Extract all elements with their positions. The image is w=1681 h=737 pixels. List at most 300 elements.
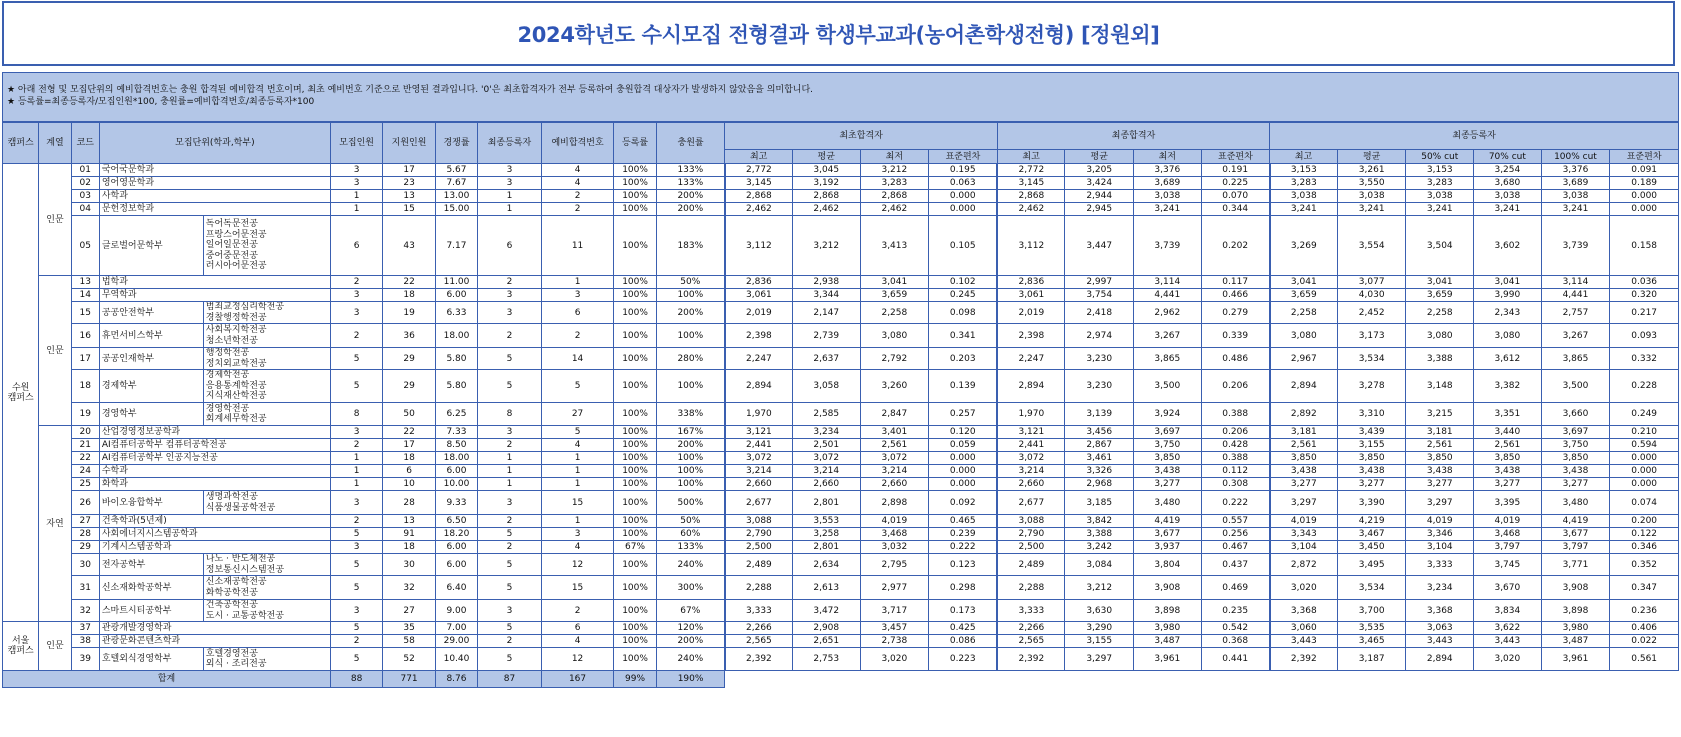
value-cell: 3,670 [1474, 576, 1542, 600]
value-cell: 10.40 [435, 648, 477, 671]
value-cell: 7.17 [435, 216, 477, 276]
code-cell: 38 [71, 635, 99, 648]
value-cell: 3,697 [1134, 426, 1202, 439]
value-cell: 5.67 [435, 164, 477, 177]
value-cell: 0.086 [929, 635, 998, 648]
value-cell: 4 [541, 439, 614, 452]
value-cell: 0.000 [1610, 452, 1679, 465]
value-cell: 3,677 [1541, 528, 1610, 541]
value-cell: 100% [614, 648, 656, 671]
table-row [3, 576, 1679, 600]
value-cell: 3,680 [1474, 177, 1542, 190]
value-cell: 2 [478, 541, 542, 554]
code-cell: 22 [71, 452, 99, 465]
value-cell: 2,462 [997, 203, 1065, 216]
value-cell: 2 [478, 515, 542, 528]
value-cell: 2,288 [725, 576, 793, 600]
table-row [3, 302, 1679, 324]
value-cell: 3,908 [1134, 576, 1202, 600]
value-cell: 29.00 [435, 635, 477, 648]
value-cell: 0.245 [929, 289, 998, 302]
code-cell: 20 [71, 426, 99, 439]
value-cell: 2,739 [792, 324, 860, 348]
value-cell: 3,114 [1134, 276, 1202, 289]
table-header [3, 123, 1679, 164]
value-cell: 3,388 [1406, 348, 1474, 370]
value-cell: 0.189 [1610, 177, 1679, 190]
total-value: 88 [330, 671, 382, 688]
value-cell: 3,072 [997, 452, 1065, 465]
value-cell: 3,072 [725, 452, 793, 465]
value-cell: 3 [330, 426, 382, 439]
value-cell: 3,450 [1337, 541, 1406, 554]
total-value: 87 [478, 671, 542, 688]
total-blank [725, 671, 1679, 688]
value-cell: 2,801 [792, 541, 860, 554]
value-cell: 2,847 [860, 403, 929, 426]
subheader-cell: 최저 [860, 150, 929, 164]
value-cell: 1 [478, 478, 542, 491]
value-cell: 300% [656, 576, 725, 600]
value-cell: 5 [330, 622, 382, 635]
code-cell: 15 [71, 302, 99, 324]
value-cell: 3,278 [1337, 370, 1406, 403]
value-cell: 0.210 [1610, 426, 1679, 439]
value-cell: 133% [656, 541, 725, 554]
value-cell: 100% [614, 478, 656, 491]
code-cell: 29 [71, 541, 99, 554]
value-cell: 0.000 [1610, 478, 1679, 491]
value-cell: 3,181 [1406, 426, 1474, 439]
value-cell: 2 [478, 635, 542, 648]
page-title: 2024학년도 수시모집 전형결과 학생부교과(농어촌학생전형) [정원외] [517, 22, 1160, 47]
value-cell: 2,343 [1474, 302, 1542, 324]
code-cell: 37 [71, 622, 99, 635]
unit-cell: 산업경영정보공학과 [99, 426, 330, 439]
value-cell: 2,501 [792, 439, 860, 452]
value-cell: 2 [541, 190, 614, 203]
value-cell: 120% [656, 622, 725, 635]
value-cell: 3,112 [725, 216, 793, 276]
value-cell: 3,438 [1337, 465, 1406, 478]
value-cell: 2,392 [997, 648, 1065, 671]
table-body [3, 164, 1679, 688]
table-row [3, 216, 1679, 276]
value-cell: 3,689 [1134, 177, 1202, 190]
value-cell: 3,750 [1134, 439, 1202, 452]
value-cell: 3,234 [792, 426, 860, 439]
table-row [3, 426, 1679, 439]
value-cell: 3,072 [860, 452, 929, 465]
code-cell: 04 [71, 203, 99, 216]
value-cell: 2,795 [860, 554, 929, 576]
value-cell: 7.00 [435, 622, 477, 635]
header-reg-rate: 등록률 [614, 123, 656, 164]
header-final-reg: 최종등록자 [478, 123, 542, 164]
value-cell: 0.173 [929, 600, 998, 622]
value-cell: 18.20 [435, 528, 477, 541]
value-cell: 2,266 [997, 622, 1065, 635]
subheader-cell: 표준편차 [1610, 150, 1679, 164]
value-cell: 3,850 [1134, 452, 1202, 465]
value-cell: 3,697 [1541, 426, 1610, 439]
value-cell: 2,945 [1065, 203, 1134, 216]
header-applicants: 지원인원 [383, 123, 435, 164]
value-cell: 0.222 [929, 541, 998, 554]
value-cell: 1 [478, 452, 542, 465]
value-cell: 0.139 [929, 370, 998, 403]
value-cell: 0.195 [929, 164, 998, 177]
value-cell: 5 [330, 370, 382, 403]
value-cell: 2,962 [1134, 302, 1202, 324]
total-value: 99% [614, 671, 656, 688]
value-cell: 2,418 [1065, 302, 1134, 324]
value-cell: 3,080 [1270, 324, 1338, 348]
value-cell: 3,443 [1270, 635, 1338, 648]
value-cell: 3,438 [1474, 465, 1542, 478]
value-cell: 0.120 [929, 426, 998, 439]
value-cell: 3,438 [1406, 465, 1474, 478]
value-cell: 3,834 [1474, 600, 1542, 622]
value-cell: 3 [330, 541, 382, 554]
value-cell: 0.228 [1610, 370, 1679, 403]
value-cell: 5.80 [435, 370, 477, 403]
value-cell: 3,351 [1474, 403, 1542, 426]
value-cell: 6.00 [435, 554, 477, 576]
code-cell: 18 [71, 370, 99, 403]
value-cell: 3,504 [1406, 216, 1474, 276]
value-cell: 2,772 [725, 164, 793, 177]
value-cell: 2,967 [1270, 348, 1338, 370]
note-line: ★ 아래 전형 및 모집단위의 예비합격번호는 충원 합격된 예비합격 번호이며, 최초 예비번호 기준으로 반영된 결과입니다. '0'은 최초합격자가 전부 등록하여 충원합격 대상자가 발생하지 않았음을 의미합니다. [7, 85, 814, 95]
value-cell: 23 [383, 177, 435, 190]
value-cell: 3,390 [1337, 491, 1406, 515]
value-cell: 0.203 [929, 348, 998, 370]
value-cell: 0.465 [929, 515, 998, 528]
subheader-cell: 최고 [1270, 150, 1338, 164]
value-cell: 0.388 [1201, 452, 1270, 465]
value-cell: 100% [614, 491, 656, 515]
code-cell: 25 [71, 478, 99, 491]
value-cell: 3,020 [860, 648, 929, 671]
value-cell: 3,277 [1474, 478, 1542, 491]
value-cell: 3,241 [1541, 203, 1610, 216]
value-cell: 6 [478, 216, 542, 276]
value-cell: 67% [614, 541, 656, 554]
value-cell: 0.235 [1201, 600, 1270, 622]
subheader-cell: 100% cut [1541, 150, 1610, 164]
value-cell: 3,041 [860, 276, 929, 289]
value-cell: 3,242 [1065, 541, 1134, 554]
value-cell: 1 [330, 465, 382, 478]
value-cell: 3,088 [997, 515, 1065, 528]
table-row [3, 289, 1679, 302]
value-cell: 2,677 [997, 491, 1065, 515]
value-cell: 200% [656, 203, 725, 216]
value-cell: 100% [656, 465, 725, 478]
value-cell: 3,260 [860, 370, 929, 403]
value-cell: 3,145 [725, 177, 793, 190]
value-cell: 3,797 [1474, 541, 1542, 554]
value-cell: 0.098 [929, 302, 998, 324]
value-cell: 0.000 [929, 452, 998, 465]
unit-cell: 국어국문학과 [99, 164, 330, 177]
value-cell: 29 [383, 370, 435, 403]
value-cell: 100% [614, 576, 656, 600]
value-cell: 5 [330, 648, 382, 671]
value-cell: 3,961 [1541, 648, 1610, 671]
value-cell: 2 [478, 324, 542, 348]
unit-cell: 스마트시티공학부 [99, 600, 203, 622]
value-cell: 2,147 [792, 302, 860, 324]
value-cell: 100% [614, 302, 656, 324]
value-cell: 7.67 [435, 177, 477, 190]
value-cell: 4,019 [1270, 515, 1338, 528]
value-cell: 3,080 [860, 324, 929, 348]
code-cell: 05 [71, 216, 99, 276]
value-cell: 2,872 [1270, 554, 1338, 576]
value-cell: 3,187 [1337, 648, 1406, 671]
value-cell: 1 [330, 452, 382, 465]
value-cell: 2,801 [792, 491, 860, 515]
value-cell: 3,310 [1337, 403, 1406, 426]
value-cell: 2,790 [725, 528, 793, 541]
sub-unit-cell: 호텔경영전공 외식 · 조리전공 [203, 648, 330, 671]
value-cell: 5 [478, 622, 542, 635]
value-cell: 3,114 [1541, 276, 1610, 289]
value-cell: 3,283 [1406, 177, 1474, 190]
value-cell: 4,219 [1337, 515, 1406, 528]
value-cell: 3,750 [1541, 439, 1610, 452]
value-cell: 3,241 [1337, 203, 1406, 216]
value-cell: 3,804 [1134, 554, 1202, 576]
value-cell: 11.00 [435, 276, 477, 289]
value-cell: 2,565 [997, 635, 1065, 648]
value-cell: 3,487 [1134, 635, 1202, 648]
code-cell: 32 [71, 600, 99, 622]
value-cell: 15 [541, 491, 614, 515]
value-cell: 15.00 [435, 203, 477, 216]
value-cell: 338% [656, 403, 725, 426]
value-cell: 3,456 [1065, 426, 1134, 439]
table-row [3, 515, 1679, 528]
value-cell: 6.50 [435, 515, 477, 528]
value-cell: 2,462 [792, 203, 860, 216]
sub-unit-cell: 신소재공학전공 화학공학전공 [203, 576, 330, 600]
value-cell: 0.000 [929, 478, 998, 491]
value-cell: 3 [478, 164, 542, 177]
unit-cell: 관광개발경영학과 [99, 622, 330, 635]
value-cell: 3,659 [1406, 289, 1474, 302]
value-cell: 2,968 [1065, 478, 1134, 491]
value-cell: 0.542 [1201, 622, 1270, 635]
value-cell: 3,153 [1406, 164, 1474, 177]
total-value: 771 [383, 671, 435, 688]
value-cell: 2,894 [997, 370, 1065, 403]
value-cell: 0.279 [1201, 302, 1270, 324]
value-cell: 3,173 [1337, 324, 1406, 348]
value-cell: 15 [383, 203, 435, 216]
value-cell: 133% [656, 177, 725, 190]
value-cell: 3,850 [1406, 452, 1474, 465]
value-cell: 3,401 [860, 426, 929, 439]
value-cell: 2,677 [725, 491, 793, 515]
value-cell: 5 [330, 348, 382, 370]
value-cell: 3,495 [1337, 554, 1406, 576]
value-cell: 3,041 [1270, 276, 1338, 289]
value-cell: 3,622 [1474, 622, 1542, 635]
value-cell: 3,277 [1406, 478, 1474, 491]
value-cell: 4,441 [1541, 289, 1610, 302]
value-cell: 0.022 [1610, 635, 1679, 648]
value-cell: 6.00 [435, 465, 477, 478]
value-cell: 0.122 [1610, 528, 1679, 541]
code-cell: 26 [71, 491, 99, 515]
value-cell: 100% [614, 528, 656, 541]
value-cell: 0.202 [1201, 216, 1270, 276]
value-cell: 5 [541, 426, 614, 439]
value-cell: 100% [656, 289, 725, 302]
value-cell: 0.063 [929, 177, 998, 190]
value-cell: 2 [330, 439, 382, 452]
code-cell: 03 [71, 190, 99, 203]
value-cell: 3,472 [792, 600, 860, 622]
value-cell: 3,438 [1134, 465, 1202, 478]
value-cell: 3,121 [997, 426, 1065, 439]
value-cell: 200% [656, 439, 725, 452]
value-cell: 3,041 [1406, 276, 1474, 289]
value-cell: 2,585 [792, 403, 860, 426]
value-cell: 13 [383, 190, 435, 203]
unit-cell: AI컴퓨터공학부 컴퓨터공학전공 [99, 439, 330, 452]
value-cell: 3,038 [1134, 190, 1202, 203]
unit-cell: 사학과 [99, 190, 330, 203]
table-row [3, 177, 1679, 190]
value-cell: 1 [541, 276, 614, 289]
value-cell: 0.352 [1610, 554, 1679, 576]
value-cell: 100% [614, 465, 656, 478]
value-cell: 0.441 [1201, 648, 1270, 671]
value-cell: 3,440 [1474, 426, 1542, 439]
value-cell: 3,145 [997, 177, 1065, 190]
subheader-cell: 최고 [997, 150, 1065, 164]
unit-cell: 사회에너지시스템공학과 [99, 528, 330, 541]
value-cell: 2,660 [792, 478, 860, 491]
value-cell: 100% [614, 426, 656, 439]
value-cell: 30 [383, 554, 435, 576]
value-cell: 3,534 [1337, 348, 1406, 370]
value-cell: 3,297 [1270, 491, 1338, 515]
value-cell: 0.308 [1201, 478, 1270, 491]
value-cell: 0.406 [1610, 622, 1679, 635]
value-cell: 18.00 [435, 452, 477, 465]
value-cell: 3,465 [1337, 635, 1406, 648]
value-cell: 3 [478, 289, 542, 302]
header-unit: 모집단위(학과,학부) [99, 123, 330, 164]
value-cell: 3,020 [1474, 648, 1542, 671]
value-cell: 3,677 [1134, 528, 1202, 541]
value-cell: 3,660 [1541, 403, 1610, 426]
value-cell: 3,283 [1270, 177, 1338, 190]
subheader-cell: 50% cut [1406, 150, 1474, 164]
value-cell: 3,333 [725, 600, 793, 622]
value-cell: 6.25 [435, 403, 477, 426]
value-cell: 4 [541, 164, 614, 177]
value-cell: 2,398 [725, 324, 793, 348]
value-cell: 6.00 [435, 289, 477, 302]
value-cell: 1 [478, 465, 542, 478]
value-cell: 3 [478, 426, 542, 439]
value-cell: 3,277 [1270, 478, 1338, 491]
unit-cell: 공공인재학부 [99, 348, 203, 370]
value-cell: 13 [383, 515, 435, 528]
unit-cell: 건축학과(5년제) [99, 515, 330, 528]
value-cell: 100% [656, 370, 725, 403]
value-cell: 3,468 [860, 528, 929, 541]
value-cell: 3,344 [792, 289, 860, 302]
value-cell: 2,894 [1270, 370, 1338, 403]
value-cell: 3 [541, 289, 614, 302]
value-cell: 2 [330, 635, 382, 648]
value-cell: 3,326 [1065, 465, 1134, 478]
header-waitlist: 예비합격번호 [541, 123, 614, 164]
value-cell: 2,392 [725, 648, 793, 671]
value-cell: 200% [656, 635, 725, 648]
value-cell: 3,241 [1134, 203, 1202, 216]
value-cell: 17 [383, 439, 435, 452]
value-cell: 3,717 [860, 600, 929, 622]
series-cell: 자연 [39, 426, 71, 622]
value-cell: 3,924 [1134, 403, 1202, 426]
value-cell: 3,438 [1541, 465, 1610, 478]
value-cell: 3,241 [1406, 203, 1474, 216]
code-cell: 17 [71, 348, 99, 370]
value-cell: 4,419 [1541, 515, 1610, 528]
table-row [3, 554, 1679, 576]
value-cell: 3,413 [860, 216, 929, 276]
value-cell: 67% [656, 600, 725, 622]
value-cell: 5 [478, 528, 542, 541]
value-cell: 3,290 [1065, 622, 1134, 635]
value-cell: 3,612 [1474, 348, 1542, 370]
value-cell: 3 [478, 600, 542, 622]
value-cell: 1 [330, 478, 382, 491]
value-cell: 1 [541, 515, 614, 528]
series-cell: 인문 [39, 276, 71, 426]
value-cell: 52 [383, 648, 435, 671]
value-cell: 6 [541, 302, 614, 324]
value-cell: 2,651 [792, 635, 860, 648]
value-cell: 0.388 [1201, 403, 1270, 426]
value-cell: 3,241 [1474, 203, 1542, 216]
value-cell: 0.191 [1201, 164, 1270, 177]
value-cell: 3,104 [1270, 541, 1338, 554]
value-cell: 3,534 [1337, 576, 1406, 600]
value-cell: 3,439 [1337, 426, 1406, 439]
value-cell: 4 [541, 177, 614, 190]
value-cell: 0.298 [929, 576, 998, 600]
value-cell: 60% [656, 528, 725, 541]
value-cell: 3,139 [1065, 403, 1134, 426]
sub-unit-cell: 범죄교정심리학전공 경찰행정학전공 [203, 302, 330, 324]
series-cell: 인문 [39, 164, 71, 276]
value-cell: 0.561 [1610, 648, 1679, 671]
value-cell: 1 [541, 478, 614, 491]
value-cell: 3,343 [1270, 528, 1338, 541]
table-row [3, 190, 1679, 203]
note-line: ★ 등록률=최종등록자/모집인원*100, 충원률=예비합격번호/최종등록자*100 [7, 97, 315, 107]
value-cell: 6.33 [435, 302, 477, 324]
